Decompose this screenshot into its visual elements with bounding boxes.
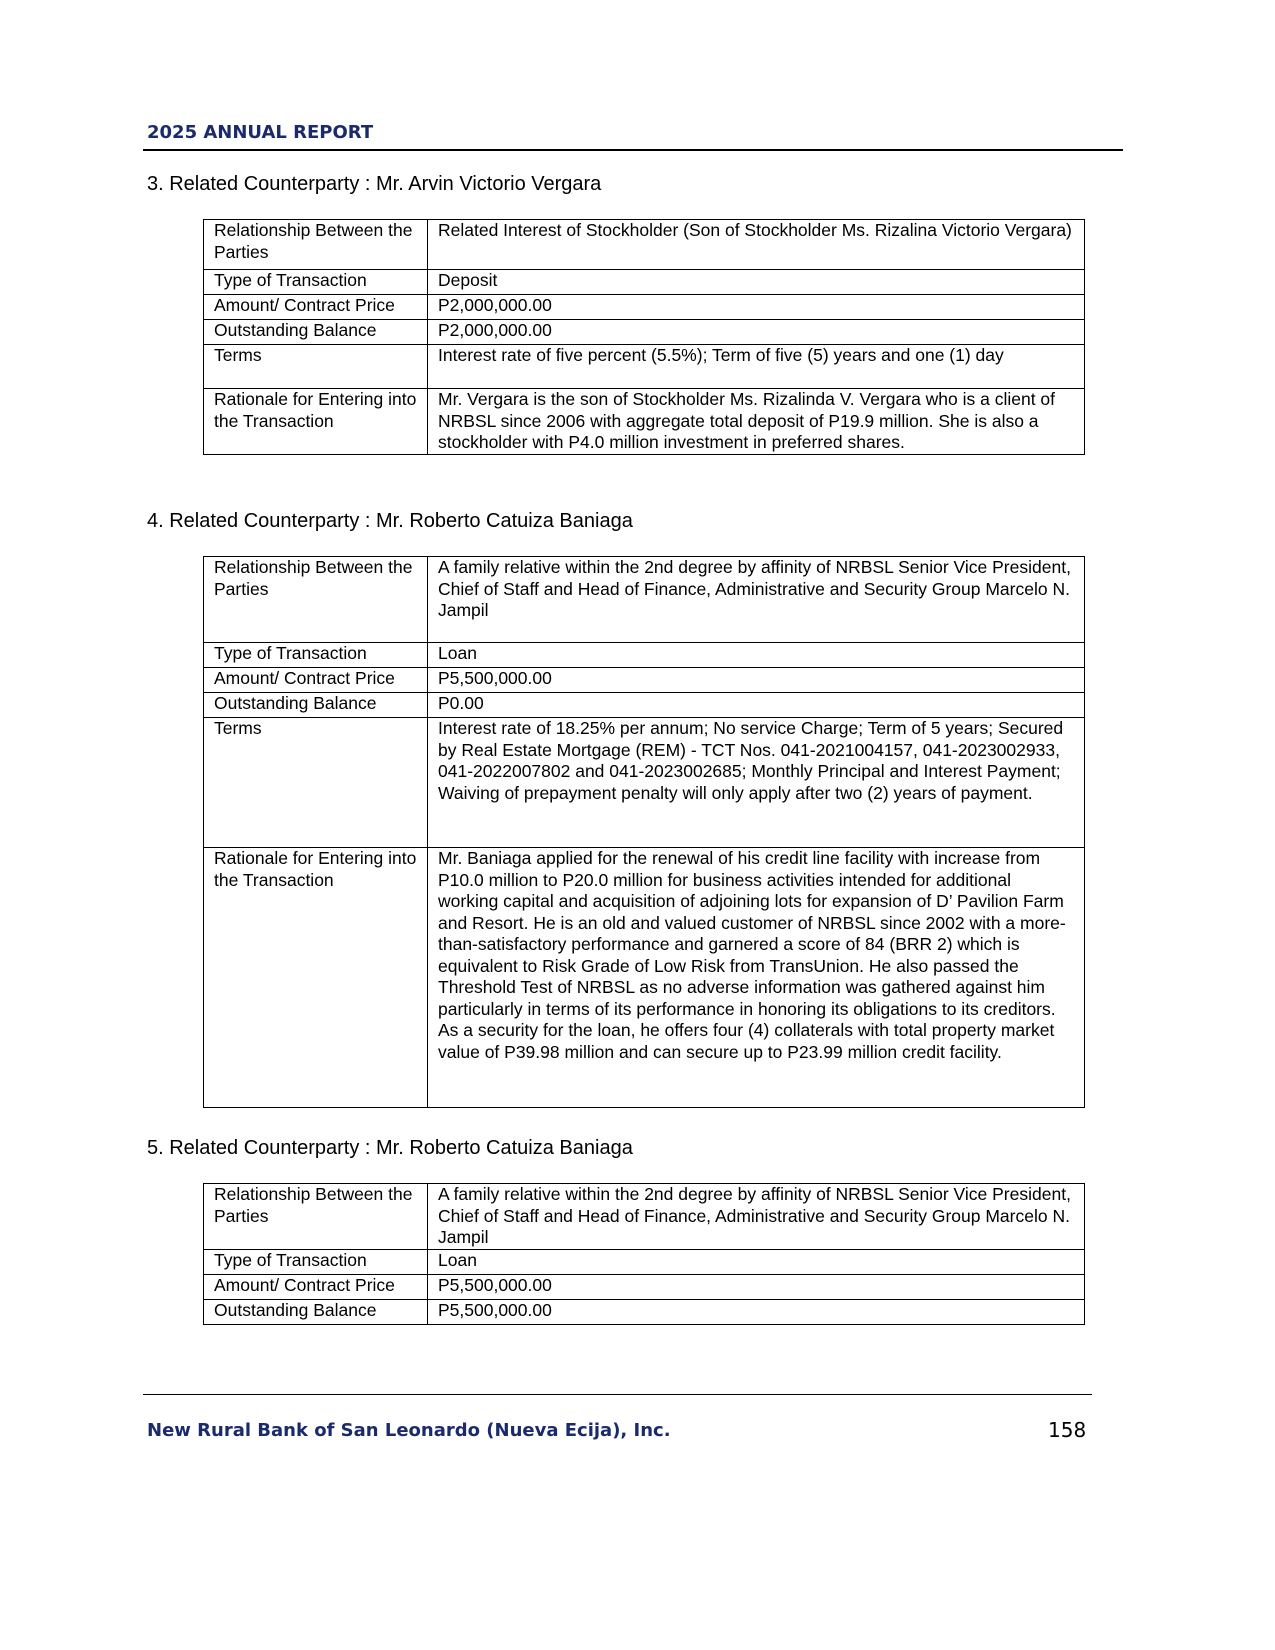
row-label: Amount/ Contract Price (204, 1275, 428, 1300)
row-label: Type of Transaction (204, 1250, 428, 1275)
row-label: Amount/ Contract Price (204, 668, 428, 693)
row-value: P5,500,000.00 (428, 668, 1085, 693)
section-3-title: 3. Related Counterparty : Mr. Arvin Victorio Vergara (147, 173, 602, 195)
row-label: Rationale for Entering into the Transaction (204, 848, 428, 1108)
row-value: P0.00 (428, 693, 1085, 718)
section-5-table (203, 1183, 1085, 1325)
table-row (204, 220, 1085, 270)
table-row (204, 693, 1085, 718)
row-value: P2,000,000.00 (428, 295, 1085, 320)
header-divider (143, 149, 1123, 151)
row-label: Type of Transaction (204, 643, 428, 668)
section-5-title: 5. Related Counterparty : Mr. Roberto Catuiza Baniaga (147, 1137, 633, 1159)
row-value: Related Interest of Stockholder (Son of Stockholder Ms. Rizalina Victorio Vergara) (428, 220, 1085, 270)
section-4-table (203, 556, 1085, 1108)
row-label: Type of Transaction (204, 270, 428, 295)
row-label: Terms (204, 718, 428, 848)
row-value: Mr. Baniaga applied for the renewal of his credit line facility with increase from P10.0 million to P20.0 million for business activities intended for additional working capital and acquisition of adjoining lots for expansion of D’ Pavilion Farm and Resort. He is an old and valued customer of NRBSL since 2002 with a more-than-satisfactory performance and garnered a score of 84 (BRR 2) which is equivalent to Risk Grade of Low Risk from TransUnion. He also passed the Threshold Test of NRBSL as no adverse information was gathered against him particularly in terms of its performance in honoring its obligations to its creditors. As a security for the loan, he offers four (4) collaterals with total property market value of P39.98 million and can secure up to P23.99 million credit facility. (428, 848, 1085, 1108)
table-row (204, 718, 1085, 848)
row-value: P2,000,000.00 (428, 320, 1085, 345)
row-label: Terms (204, 345, 428, 389)
footer-bank-name: New Rural Bank of San Leonardo (Nueva Ecija), Inc. (147, 1420, 671, 1441)
row-value: P5,500,000.00 (428, 1275, 1085, 1300)
section-3-table (203, 219, 1085, 455)
table-row (204, 1250, 1085, 1275)
row-label: Outstanding Balance (204, 1300, 428, 1325)
row-label: Rationale for Entering into the Transaction (204, 389, 428, 455)
row-label: Outstanding Balance (204, 693, 428, 718)
table-row (204, 295, 1085, 320)
row-label: Amount/ Contract Price (204, 295, 428, 320)
row-value: A family relative within the 2nd degree by affinity of NRBSL Senior Vice President, Chief of Staff and Head of Finance, Administrative and Security Group Marcelo N. Jampil (428, 557, 1085, 643)
table-row (204, 668, 1085, 693)
row-label: Relationship Between the Parties (204, 220, 428, 270)
row-value: A family relative within the 2nd degree by affinity of NRBSL Senior Vice President, Chief of Staff and Head of Finance, Administrative and Security Group Marcelo N. Jampil (428, 1184, 1085, 1250)
table-row (204, 848, 1085, 1108)
table-row (204, 320, 1085, 345)
row-label: Relationship Between the Parties (204, 1184, 428, 1250)
row-label: Relationship Between the Parties (204, 557, 428, 643)
table-row (204, 270, 1085, 295)
footer-divider (143, 1394, 1092, 1395)
page-number: 158 (1048, 1418, 1087, 1442)
report-header-title: 2025 ANNUAL REPORT (147, 122, 374, 143)
row-value: P5,500,000.00 (428, 1300, 1085, 1325)
row-value: Interest rate of 18.25% per annum; No service Charge; Term of 5 years; Secured by Real Estate Mortgage (REM) - TCT Nos. 041-2021004157, 041-2023002933, 041-2022007802 and 041-2023002685; Monthly Principal and Interest Payment; Waiving of prepayment penalty will only apply after two (2) years of payment. (428, 718, 1085, 848)
row-value: Loan (428, 643, 1085, 668)
table-row (204, 1184, 1085, 1250)
table-row (204, 389, 1085, 455)
row-value: Loan (428, 1250, 1085, 1275)
table-row (204, 1300, 1085, 1325)
row-value: Mr. Vergara is the son of Stockholder Ms. Rizalinda V. Vergara who is a client of NRBSL since 2006 with aggregate total deposit of P19.9 million. She is also a stockholder with P4.0 million investment in preferred shares. (428, 389, 1085, 455)
section-4-title: 4. Related Counterparty : Mr. Roberto Catuiza Baniaga (147, 510, 633, 532)
row-label: Outstanding Balance (204, 320, 428, 345)
row-value: Deposit (428, 270, 1085, 295)
row-value: Interest rate of five percent (5.5%); Term of five (5) years and one (1) day (428, 345, 1085, 389)
table-row (204, 557, 1085, 643)
table-row (204, 1275, 1085, 1300)
table-row (204, 345, 1085, 389)
table-row (204, 643, 1085, 668)
